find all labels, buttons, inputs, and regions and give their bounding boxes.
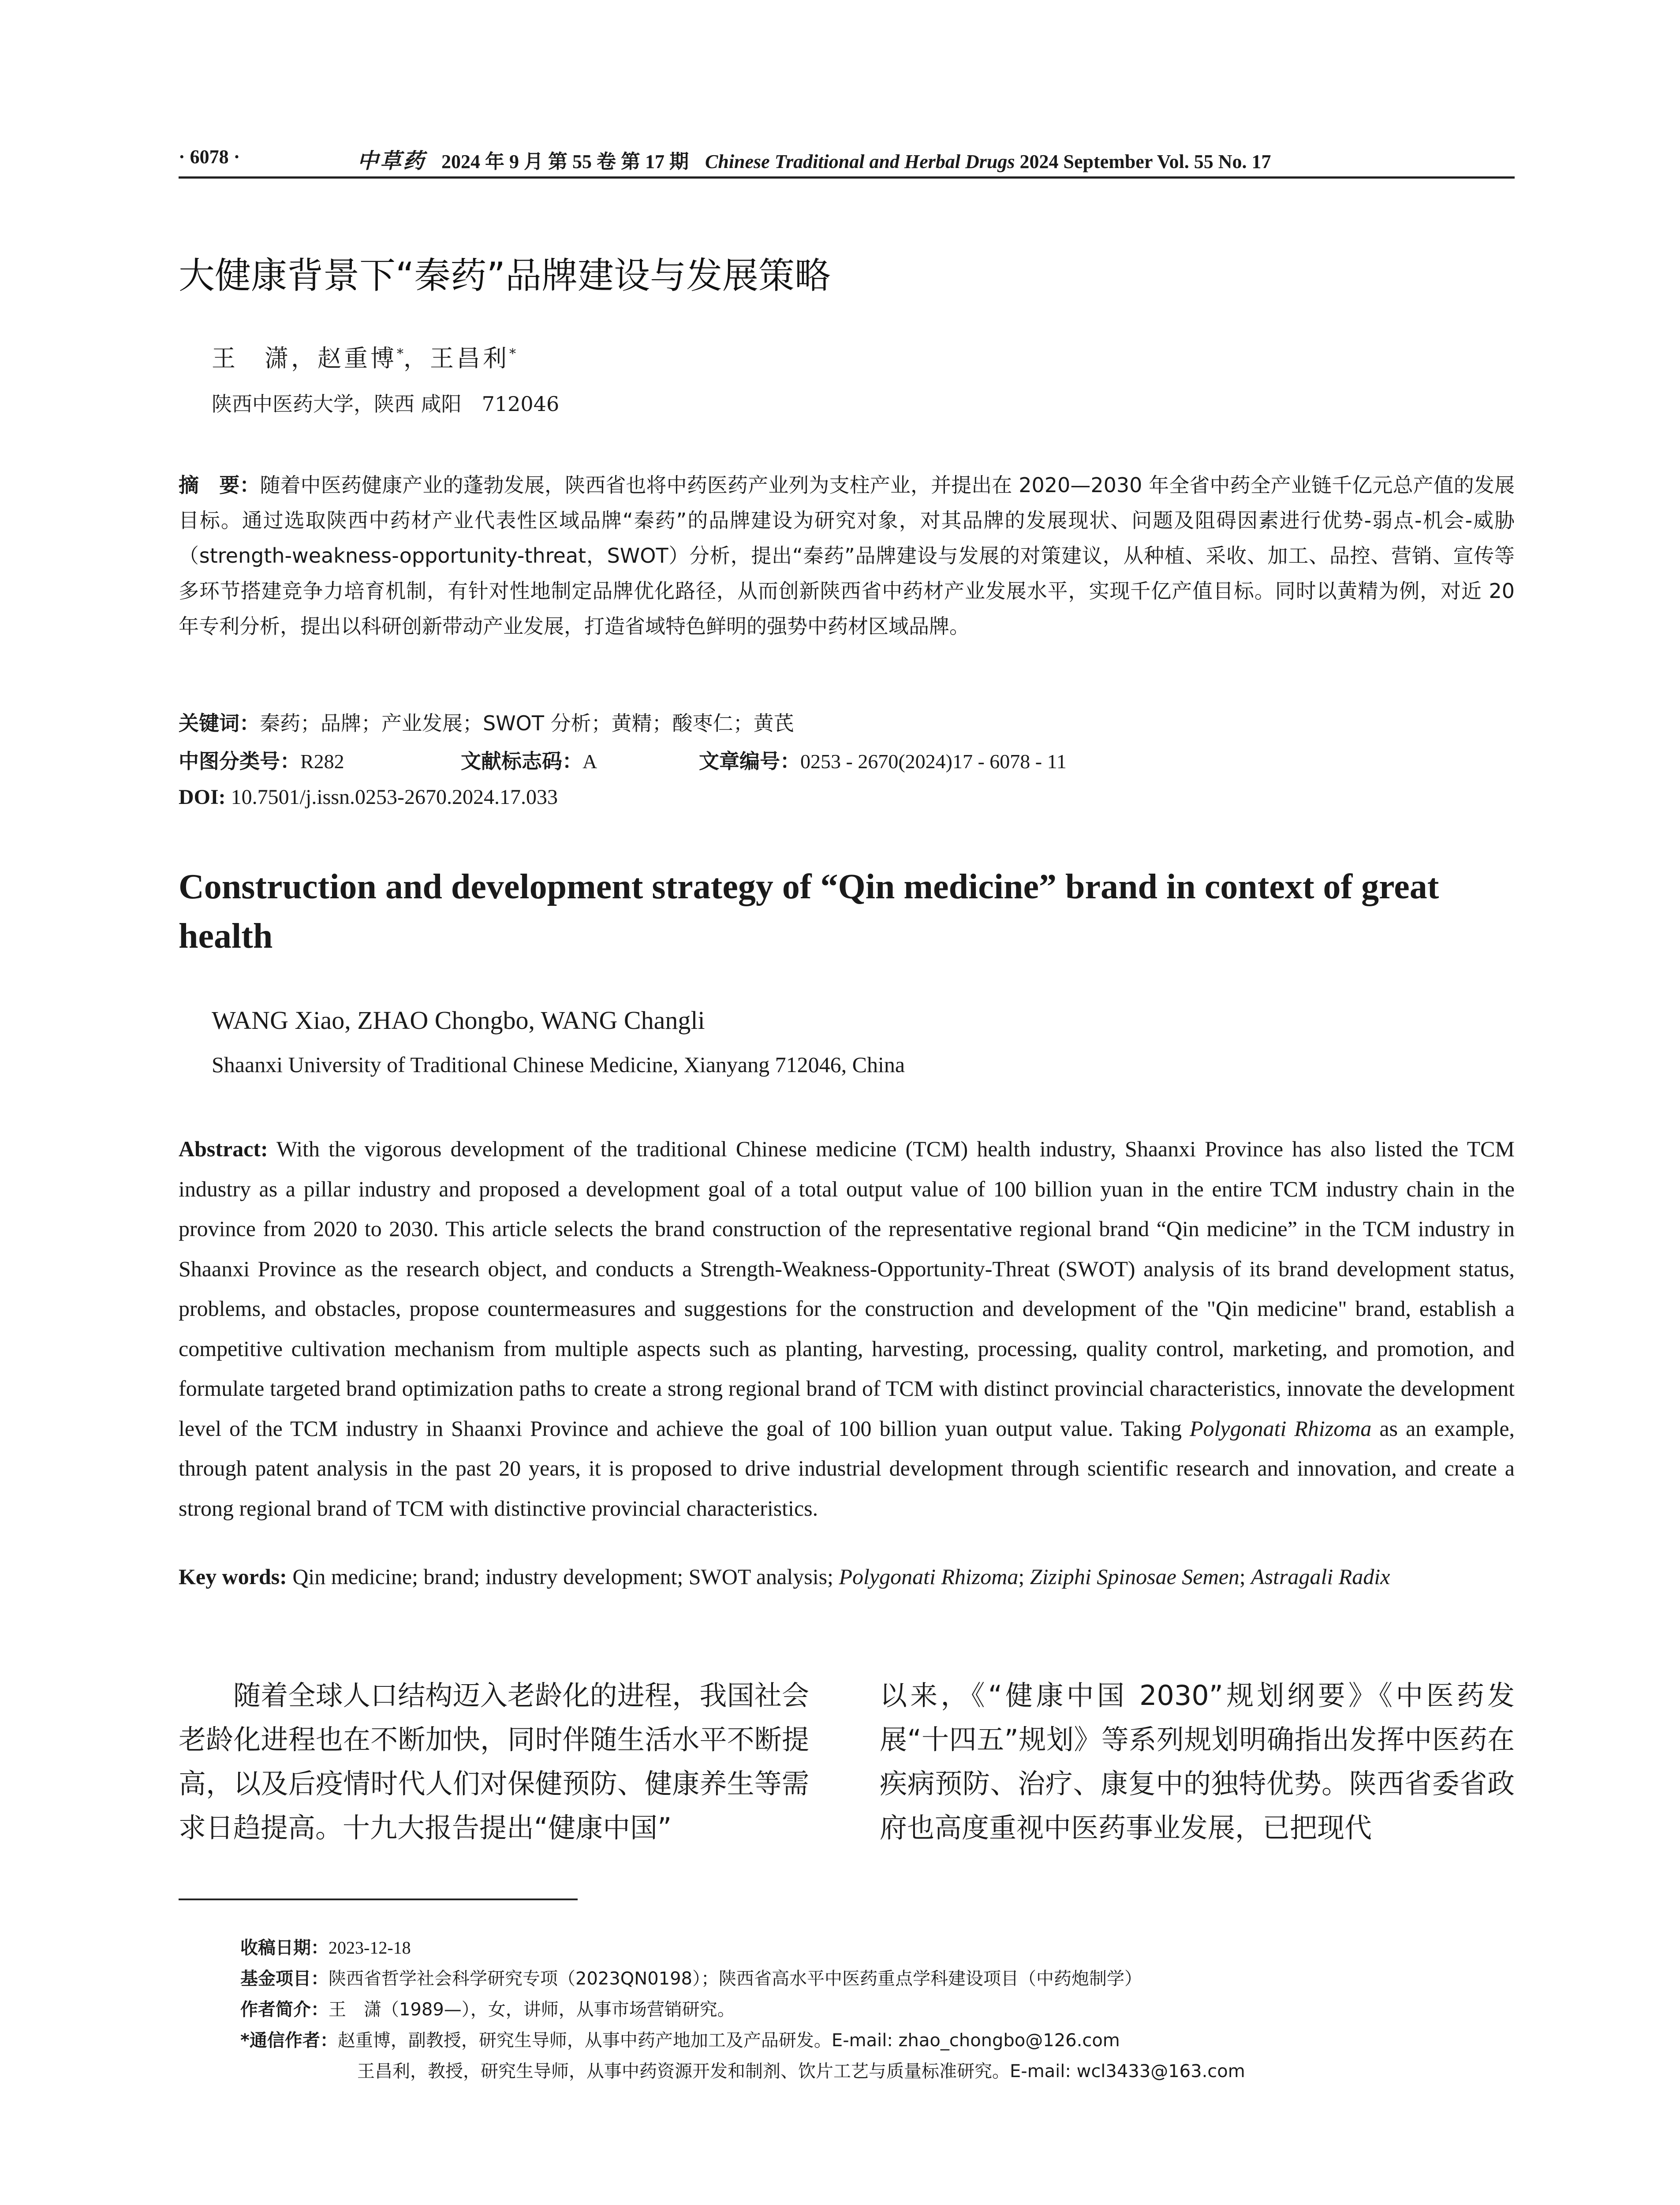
- footnote-fund: [240, 1965, 1142, 1990]
- body-column-right: 以来，《“健康中国 2030”规划纲要》《中医药发展“十四五”规划》等系列规划明确指出发挥中医药在疾病预防、治疗、康复中的独特优势。陕西省委省政府也高度重视中医药事业发展，已把现代: [880, 1679, 1515, 1844]
- article-number-label: 文章编号：: [699, 749, 800, 773]
- received-label: 收稿日期：: [240, 1938, 329, 1958]
- footnote-author-bio: [240, 1996, 735, 2021]
- cn-keywords-label: 关键词：: [179, 711, 260, 735]
- cn-abstract-label: 摘 要：: [179, 473, 260, 497]
- author-wang-changli: ，王昌利: [403, 344, 509, 372]
- en-keyword-term: Polygonati Rhizoma: [839, 1564, 1019, 1589]
- doc-code-label: 文献标志码：: [461, 749, 582, 773]
- running-header: [179, 141, 1515, 176]
- fund-label: 基金项目：: [240, 1969, 329, 1989]
- doi-label: DOI:: [179, 785, 226, 809]
- corresponding-value-1: 赵重博，副教授，研究生导师，从事中药产地加工及产品研发。E-mail: zhao_chongbo@126.com: [337, 2030, 1120, 2051]
- corresponding-label: *通信作者：: [240, 2030, 338, 2051]
- clc-label: 中图分类号：: [179, 749, 300, 773]
- en-abstract-text-2: as an example, through patent analysis in the past 20 years, it is proposed to drive industrial development through scientific research and innovation, and create a strong regional brand of TCM with distinctive provincial characteristics.: [179, 1416, 1515, 1521]
- journal-cn-date: 2024 年 9 月 第 55 卷 第 17 期: [441, 151, 689, 172]
- fund-value: 陕西省哲学社会科学研究专项（2023QN0198）；陕西省高水平中医药重点学科建设项目（中药炮制学）: [329, 1969, 1142, 1989]
- doc-code-value: A: [582, 750, 597, 773]
- journal-line: [357, 144, 1271, 174]
- en-authors: WANG Xiao, ZHAO Chongbo, WANG Changli: [212, 1006, 705, 1035]
- page-number: · 6078 ·: [179, 146, 240, 168]
- footnote-corresponding-2: 王昌利，教授，研究生导师，从事中药资源开发和制剂、饮片工艺与质量标准研究。E-mail: wcl3433@163.com: [357, 2061, 1245, 2082]
- cn-keywords-text: 秦药；品牌；产业发展；SWOT 分析；黄精；酸枣仁；黄芪: [260, 711, 794, 735]
- doi-line: [179, 785, 558, 809]
- en-keywords: [179, 1557, 1515, 1597]
- header-rule: [179, 176, 1515, 179]
- cn-abstract: [179, 467, 1515, 644]
- doi-value: 10.7501/j.issn.0253-2670.2024.17.033: [231, 785, 558, 809]
- clc-field: [179, 745, 344, 774]
- en-title: Construction and development strategy of “Qin medicine” brand in context of great health: [179, 867, 1439, 956]
- en-keyword-term: Astragali Radix: [1251, 1564, 1390, 1589]
- doc-code-field: [461, 745, 597, 774]
- journal-logo: 中草药: [357, 149, 426, 173]
- clc-value: R282: [300, 750, 344, 773]
- en-keyword-separator: ;: [1018, 1564, 1030, 1589]
- cn-authors: [212, 340, 516, 374]
- footnote-corresponding-1: [240, 2026, 1120, 2052]
- author-wang-xiao: 王 潇，: [212, 344, 317, 372]
- footnote-rule: [179, 1899, 578, 1900]
- received-value: 2023-12-18: [329, 1938, 411, 1958]
- journal-en-date: 2024 September Vol. 55 No. 17: [1019, 151, 1271, 172]
- article-number-field: [699, 745, 1067, 774]
- en-abstract-label: Abstract:: [179, 1136, 268, 1161]
- en-affiliation: Shaanxi University of Traditional Chinese Medicine, Xianyang 712046, China: [212, 1052, 905, 1077]
- author-zhao-chongbo: 赵重博: [317, 344, 397, 372]
- corresponding-mark: *: [397, 346, 403, 362]
- author-bio-value: 王 潇（1989—），女，讲师，从事市场营销研究。: [329, 1999, 735, 2020]
- en-abstract-italic-term: Polygonati Rhizoma: [1189, 1416, 1372, 1441]
- body-column-left: 随着全球人口结构迈入老龄化的进程，我国社会老龄化进程也在不断加快，同时伴随生活水平不断提高，以及后疫情时代人们对保健预防、健康养生等需求日趋提高。十九大报告提出“健康中国”: [179, 1679, 809, 1844]
- en-abstract: [179, 1129, 1515, 1528]
- footnote-received: [240, 1934, 411, 1959]
- en-abstract-text-1: With the vigorous development of the traditional Chinese medicine (TCM) health industry, Shaanxi Province has also listed the TCM industry as a pillar industry and proposed a development goal of a total output value of 100 billion yuan in the entire TCM industry chain in the province from 2020 to 2030. This article selects the brand construction of the representative regional brand “Qin medicine” in the TCM industry in Shaanxi Province as the research object, and conducts a Strength-Weakness-Opportunity-Threat (SWOT) analysis of its brand development status, problems, and obstacles, propose countermeasures and suggestions for the construction and development of the "Qin medicine" brand, establish a competitive cultivation mechanism from multiple aspects such as planting, harvesting, processing, quality control, marketing, and promotion, and formulate targeted brand optimization paths to create a strong regional brand of TCM with distinct provincial characteristics, innovate the development level of the TCM industry in Shaanxi Province and achieve the goal of 100 billion yuan output value. Taking: [179, 1136, 1515, 1441]
- en-keyword-term: Ziziphi Spinosae Semen: [1030, 1564, 1239, 1589]
- en-keyword-separator: ;: [1239, 1564, 1251, 1589]
- article-number-value: 0253 - 2670(2024)17 - 6078 - 11: [800, 750, 1067, 773]
- en-keywords-label: Key words:: [179, 1564, 287, 1589]
- journal-en-name: Chinese Traditional and Herbal Drugs: [705, 151, 1015, 172]
- corresponding-mark: *: [509, 346, 516, 362]
- en-keywords-text: Qin medicine; brand; industry development; SWOT analysis;: [287, 1564, 839, 1589]
- cn-title: 大健康背景下“秦药”品牌建设与发展策略: [179, 255, 831, 297]
- author-bio-label: 作者简介：: [240, 1999, 329, 2020]
- cn-abstract-text: 随着中医药健康产业的蓬勃发展，陕西省也将中药医药产业列为支柱产业，并提出在 2020—2030 年全省中药全产业链千亿元总产值的发展目标。通过选取陕西中药材产业代表性区域品牌“秦药”的品牌建设为研究对象，对其品牌的发展现状、问题及阻碍因素进行优势-弱点-机会-威胁（strength-weakness-opportunity-threat，SWOT）分析，提出“秦药”品牌建设与发展的对策建议，从种植、采收、加工、品控、营销、宣传等多环节搭建竞争力培育机制，有针对性地制定品牌优化路径，从而创新陕西省中药材产业发展水平，实现千亿产值目标。同时以黄精为例，对近 20 年专利分析，提出以科研创新带动产业发展，打造省域特色鲜明的强势中药材区域品牌。: [179, 473, 1515, 638]
- cn-affiliation: 陕西中医药大学，陕西 咸阳 712046: [212, 392, 560, 416]
- cn-keywords: [179, 706, 1515, 741]
